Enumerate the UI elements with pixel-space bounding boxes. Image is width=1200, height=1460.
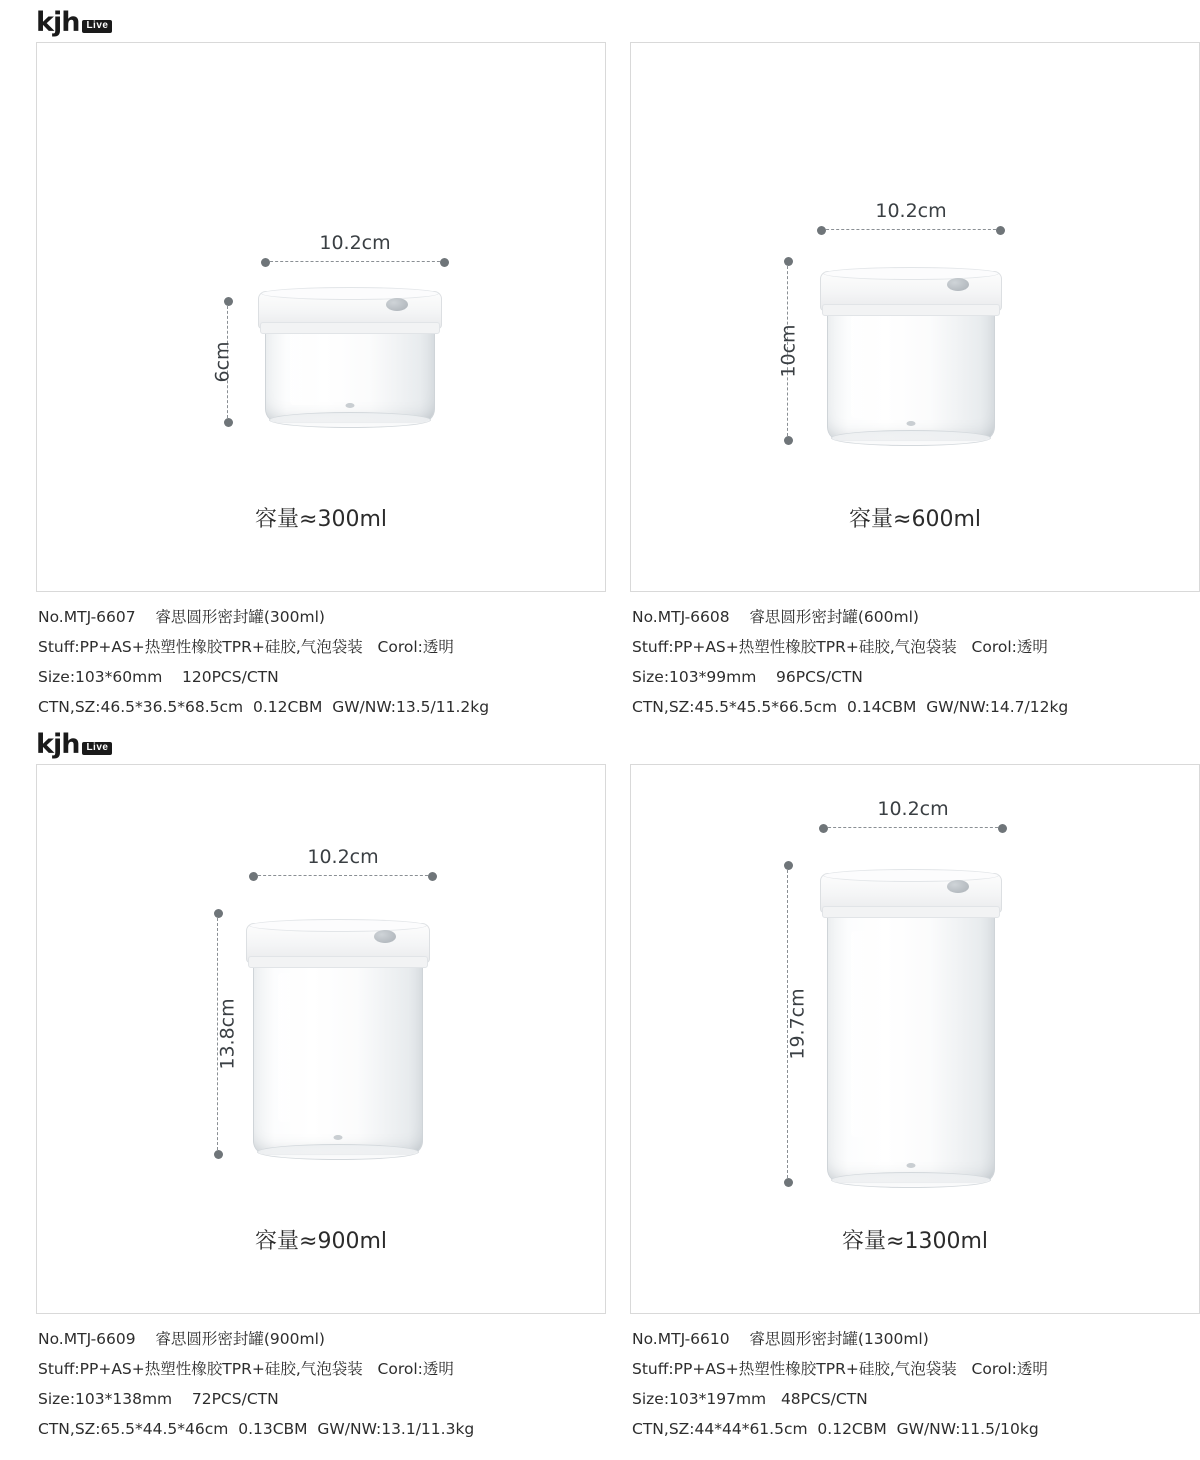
brand-logo-middle xyxy=(0,722,1200,764)
spec-material: Stuff:PP+AS+热塑性橡胶TPR+硅胶,气泡袋装 Corol:透明 xyxy=(38,1360,454,1378)
dimension-dot xyxy=(819,824,828,833)
product-illustration xyxy=(37,765,605,1235)
height-dimension-label: 6cm xyxy=(211,341,234,383)
spec-carton: CTN,SZ:45.5*45.5*66.5cm 0.14CBM GW/NW:14.7/12kg xyxy=(632,698,1069,716)
jar-highlight xyxy=(851,931,881,1137)
spec-material: Stuff:PP+AS+热塑性橡胶TPR+硅胶,气泡袋装 Corol:透明 xyxy=(632,638,1048,656)
product-card-mtj-6607 xyxy=(36,42,606,722)
height-dimension-line xyxy=(786,865,809,1183)
brand-wordmark: kjh xyxy=(36,729,80,760)
width-dimension-label: 10.2cm xyxy=(877,798,949,820)
product-specs xyxy=(630,592,1200,722)
capacity-label: 容量≈600ml xyxy=(849,507,981,532)
jar-base-valve xyxy=(907,1163,916,1168)
width-dimension-line xyxy=(253,846,433,876)
lid-seal-ring xyxy=(248,956,428,968)
dimension-dot xyxy=(784,257,793,266)
dimension-dot xyxy=(214,1150,223,1159)
dimension-dot xyxy=(428,872,437,881)
dimension-dot xyxy=(998,824,1007,833)
width-dimension-line xyxy=(823,798,1003,828)
capacity-label: 容量≈900ml xyxy=(255,1229,387,1254)
height-dimension-label: 13.8cm xyxy=(216,998,239,1070)
width-dimension-label: 10.2cm xyxy=(875,200,947,222)
height-dimension-label: 10cm xyxy=(777,324,800,378)
product-illustration xyxy=(37,43,605,513)
jar-body xyxy=(827,903,995,1183)
spec-carton: CTN,SZ:65.5*44.5*46cm 0.13CBM GW/NW:13.1/11.3kg xyxy=(38,1420,475,1438)
product-card-mtj-6610 xyxy=(630,764,1200,1444)
height-dimension-line xyxy=(777,261,800,441)
dimension-dot xyxy=(224,418,233,427)
product-row-1 xyxy=(0,42,1200,722)
brand-logo-top xyxy=(0,0,1200,42)
jar-highlight xyxy=(851,315,881,418)
spec-model: No.MTJ-6610 睿思圆形密封罐(1300ml) xyxy=(632,1330,929,1348)
width-dimension-line xyxy=(265,232,445,262)
spec-size: Size:103*60mm 120PCS/CTN xyxy=(38,668,279,686)
jar-highlight xyxy=(278,973,308,1122)
jar-base-valve xyxy=(334,1135,343,1140)
dimension-dot xyxy=(214,909,223,918)
product-figure xyxy=(630,764,1200,1314)
lid-vacuum-knob xyxy=(947,880,969,893)
spec-model: No.MTJ-6609 睿思圆形密封罐(900ml) xyxy=(38,1330,325,1348)
spec-carton: CTN,SZ:44*44*61.5cm 0.12CBM GW/NW:11.5/10kg xyxy=(632,1420,1039,1438)
spec-size: Size:103*99mm 96PCS/CTN xyxy=(632,668,863,686)
product-specs xyxy=(36,592,606,722)
dimension-dot xyxy=(440,258,449,267)
jar-body xyxy=(827,301,995,441)
spec-model: No.MTJ-6608 睿思圆形密封罐(600ml) xyxy=(632,608,919,626)
lid-seal-ring xyxy=(822,906,1000,918)
product-specs xyxy=(630,1314,1200,1444)
product-illustration xyxy=(631,43,1199,513)
brand-wordmark: kjh xyxy=(36,7,80,38)
jar-lid xyxy=(258,291,442,329)
product-row-2 xyxy=(0,764,1200,1444)
dimension-dot xyxy=(784,436,793,445)
capacity-label: 容量≈300ml xyxy=(255,507,387,532)
lid-seal-ring xyxy=(260,322,440,334)
spec-material: Stuff:PP+AS+热塑性橡胶TPR+硅胶,气泡袋装 Corol:透明 xyxy=(38,638,454,656)
spec-size: Size:103*197mm 48PCS/CTN xyxy=(632,1390,868,1408)
lid-seal-ring xyxy=(822,304,1000,316)
product-figure xyxy=(36,42,606,592)
capacity-label: 容量≈1300ml xyxy=(842,1229,988,1254)
product-illustration xyxy=(631,765,1199,1235)
jar-base-valve xyxy=(907,421,916,426)
lid-vacuum-knob xyxy=(374,930,396,943)
dimension-dot xyxy=(784,1178,793,1187)
dimension-dot xyxy=(249,872,258,881)
width-dimension-label: 10.2cm xyxy=(307,846,379,868)
jar-lid xyxy=(246,923,430,963)
jar-base-valve xyxy=(346,403,355,408)
product-specs xyxy=(36,1314,606,1444)
height-dimension-label: 19.7cm xyxy=(786,988,809,1060)
spec-carton: CTN,SZ:46.5*36.5*68.5cm 0.12CBM GW/NW:13.5/11.2kg xyxy=(38,698,490,716)
jar-lid xyxy=(820,271,1002,311)
product-figure xyxy=(630,42,1200,592)
product-card-mtj-6608 xyxy=(630,42,1200,722)
jar-lid xyxy=(820,873,1002,913)
lid-vacuum-knob xyxy=(386,298,408,311)
dimension-dot xyxy=(817,226,826,235)
spec-size: Size:103*138mm 72PCS/CTN xyxy=(38,1390,279,1408)
spec-material: Stuff:PP+AS+热塑性橡胶TPR+硅胶,气泡袋装 Corol:透明 xyxy=(632,1360,1048,1378)
jar-body xyxy=(253,953,423,1155)
width-dimension-label: 10.2cm xyxy=(319,232,391,254)
dimension-dot xyxy=(784,861,793,870)
spec-model: No.MTJ-6607 睿思圆形密封罐(300ml) xyxy=(38,608,325,626)
lid-vacuum-knob xyxy=(947,278,969,291)
height-dimension-line xyxy=(211,301,234,423)
jar-highlight xyxy=(290,326,320,405)
product-figure xyxy=(36,764,606,1314)
dimension-dot xyxy=(224,297,233,306)
brand-badge: Live xyxy=(82,742,112,755)
height-dimension-line xyxy=(216,913,239,1155)
dimension-dot xyxy=(996,226,1005,235)
dimension-dot xyxy=(261,258,270,267)
product-card-mtj-6609 xyxy=(36,764,606,1444)
brand-badge: Live xyxy=(82,20,112,33)
width-dimension-line xyxy=(821,200,1001,230)
